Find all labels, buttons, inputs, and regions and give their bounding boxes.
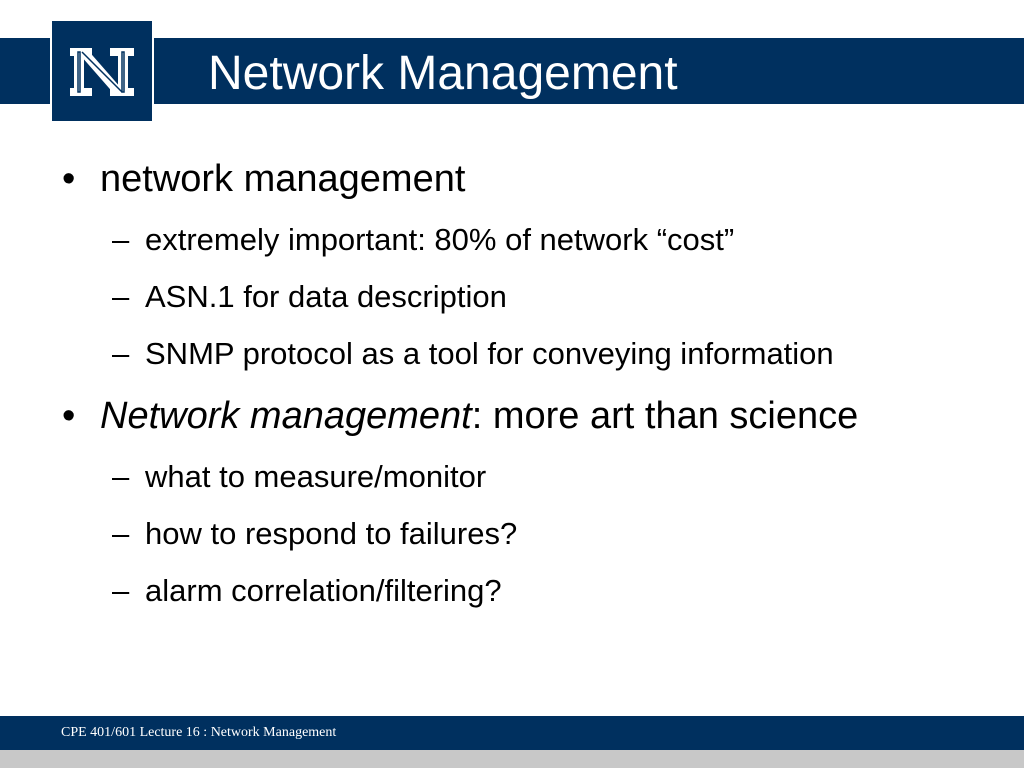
slide-title: Network Management (208, 47, 678, 100)
bottom-strip (0, 750, 1024, 768)
sub-bullet-item (112, 278, 507, 316)
university-n-logo-icon (52, 21, 152, 121)
bullet-item (62, 394, 858, 438)
logo-frame (50, 19, 154, 123)
sub-bullet-text: how to respond to failures? (145, 516, 518, 551)
sub-bullet-text: what to measure/monitor (145, 459, 487, 494)
sub-bullet-item (112, 335, 834, 373)
bullet-item (62, 157, 465, 201)
dash-marker: – (112, 573, 130, 608)
sub-bullet-text: SNMP protocol as a tool for conveying information (145, 336, 834, 371)
bullet-text-italic: Network management (100, 395, 472, 437)
sub-bullet-text: ASN.1 for data description (145, 279, 507, 314)
footer-text: CPE 401/601 Lecture 16 : Network Management (61, 725, 337, 740)
bullet-marker: • (62, 158, 76, 200)
dash-marker: – (112, 279, 130, 314)
bullet-text: : more art than science (471, 395, 859, 437)
sub-bullet-item (112, 458, 486, 496)
sub-bullet-item (112, 515, 517, 553)
dash-marker: – (112, 222, 130, 257)
bullet-text: network management (100, 158, 466, 200)
sub-bullet-text: extremely important: 80% of network “cost” (145, 222, 735, 257)
sub-bullet-item (112, 221, 734, 259)
bullet-marker: • (62, 395, 76, 437)
dash-marker: – (112, 336, 130, 371)
dash-marker: – (112, 516, 130, 551)
sub-bullet-item (112, 572, 502, 610)
sub-bullet-text: alarm correlation/filtering? (145, 573, 502, 608)
dash-marker: – (112, 459, 130, 494)
